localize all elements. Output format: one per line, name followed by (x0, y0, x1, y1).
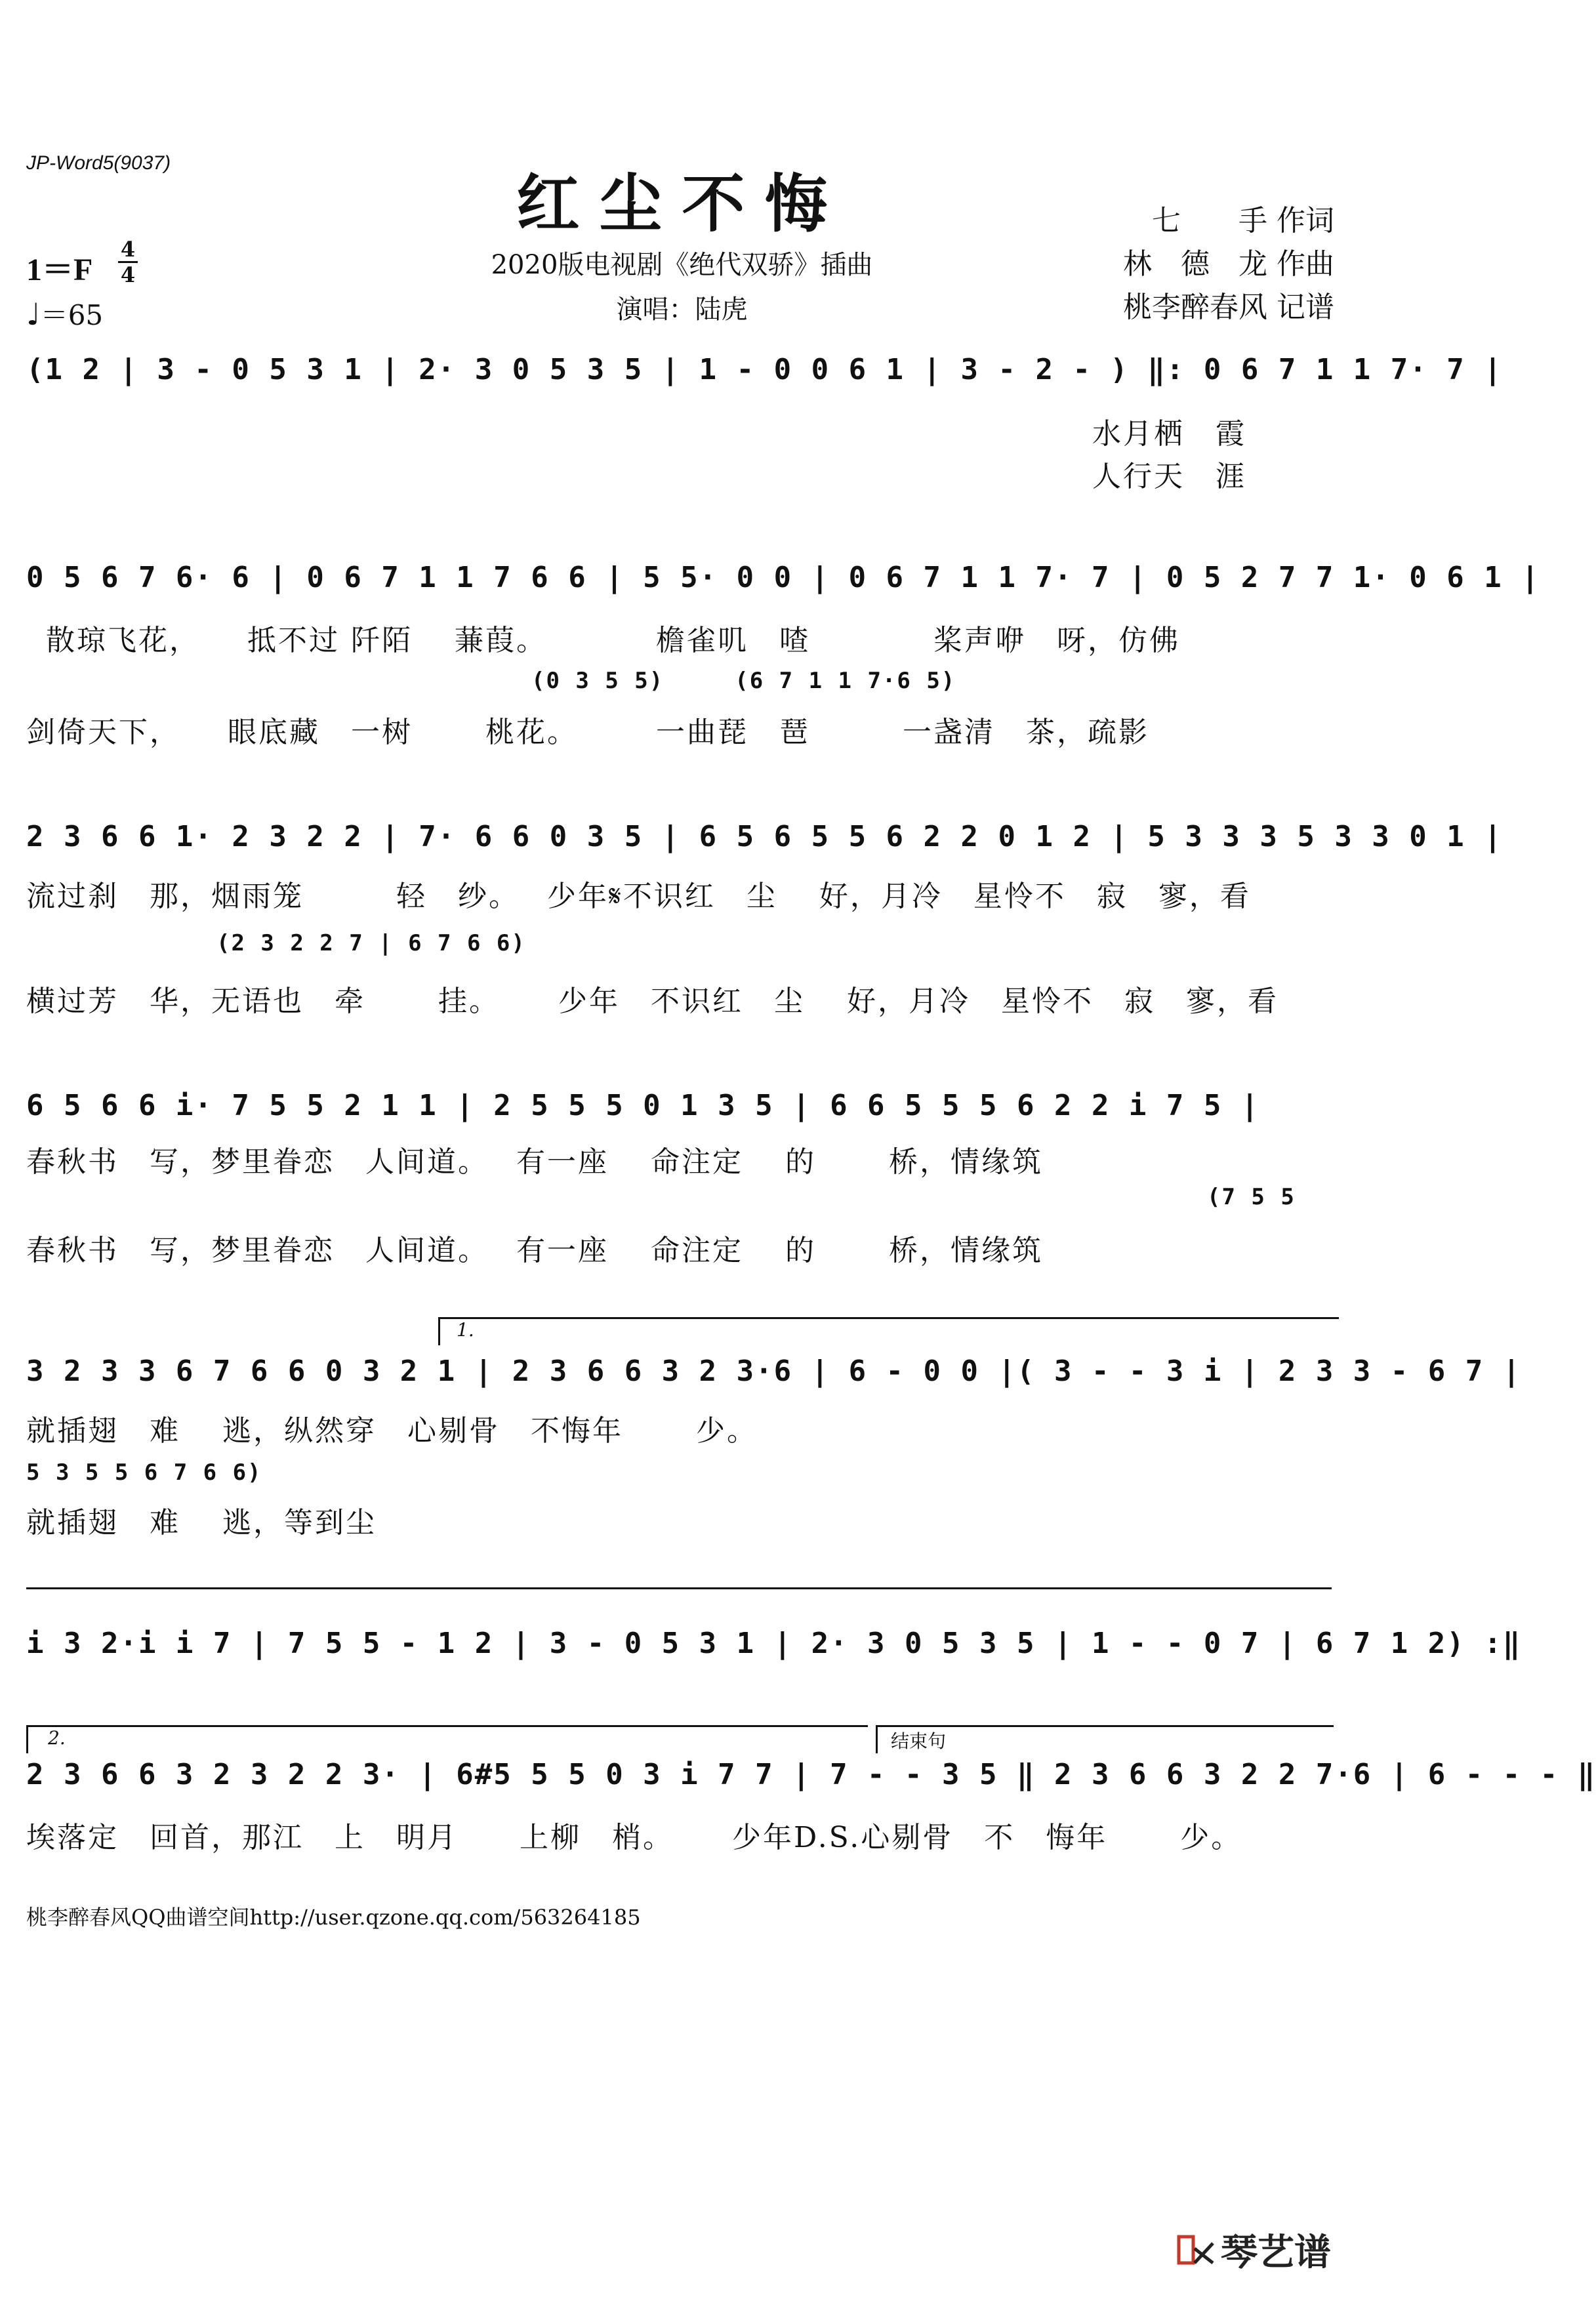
watermark-text: 琴艺谱 (1221, 2231, 1331, 2273)
lyricist-credit: 七 手 作词 (1152, 204, 1334, 237)
alt-notation-line-3: (2 3 2 2 7 | 6 7 6 6) (216, 930, 526, 956)
lyrics-line-5a: 就插翅 难 逃，纵然穿 心剔骨 不悔年 少。 (26, 1414, 758, 1448)
notation-line-5: 3 2 3 3 6 7 6 6 0 3 2 1 | 2 3 6 6 3 2 3·6 | 6 - 0 0 |( 3 - - 3 i | 2 3 3 - 6 7 | (26, 1354, 1522, 1388)
piano-logo-icon (1175, 2229, 1217, 2271)
notation-line-3: 2 3 6 6 1· 2 3 2 2 | 7· 6 6 0 3 5 | 6 5 6 5 5 6 2 2 0 1 2 | 5 3 3 3 5 3 3 0 1 | (26, 820, 1503, 853)
key-signature: 1＝F (26, 253, 93, 287)
time-signature (118, 237, 138, 287)
notation-line-2: 0 5 6 7 6· 6 | 0 6 7 1 1 7 6 6 | 5 5· 0 0 | 0 6 7 1 1 7· 7 | 0 5 2 7 7 1· 0 6 1 | (26, 561, 1540, 594)
quarter-note-icon: ♩ (26, 296, 41, 332)
tempo-value: ＝65 (40, 299, 104, 331)
lyrics-line-5b: 就插翅 难 逃，等到尘 (26, 1506, 377, 1539)
meter-bottom: 4 (118, 261, 138, 287)
lyrics-line-3a: 流过刹 那，烟雨笼 轻 纱。 少年𝄋不识红 尘 好，月冷 星怜不 寂 寥，看 (26, 880, 1251, 913)
alt-notation-line-4: (7 5 5 (1207, 1184, 1296, 1210)
lyrics-line-1a: 水月栖 霞 (1092, 417, 1246, 451)
lyrics-line-2b: 剑倚天下， 眼底藏 一树 桃花。 一曲琵 琶 一盏清 茶，疏影 (26, 716, 1149, 749)
volta-label-2: 2. (48, 1727, 66, 1749)
volta-bracket-1 (438, 1317, 1339, 1345)
volta-label-1: 1. (457, 1319, 474, 1341)
lyrics-line-4a: 春秋书 写，梦里眷恋 人间道。 有一座 命注定 的 桥，情缘筑 (26, 1145, 1043, 1179)
tempo-mark (26, 294, 103, 333)
notation-line-4: 6 5 6 6 i· 7 5 5 2 1 1 | 2 5 5 5 0 1 3 5 | 6 6 5 5 5 6 2 2 i 7 5 | (26, 1089, 1260, 1122)
coda-label: 结束句 (891, 1731, 947, 1751)
alt-notation-line-2: (0 3 5 5) (6 7 1 1 7·6 5) (531, 668, 956, 694)
volta-continuation-line (26, 1587, 1332, 1589)
lyrics-line-2a: 散琼飞花， 抵不过 阡陌 蒹葭。 檐雀叽 喳 桨声咿 呀，仿佛 (46, 624, 1180, 657)
notation-line-7: 2 3 6 6 3 2 3 2 2 3· | 6#5 5 5 0 3 i 7 7 | 7 - - 3 5 ‖ 2 3 6 6 3 2 2 7·6 | 6 - - - ‖ (26, 1758, 1596, 1791)
watermark-logo (1175, 2224, 1331, 2276)
lyrics-line-1b: 人行天 涯 (1092, 460, 1246, 493)
notation-line-6: i 3 2·i i 7 | 7 5 5 - 1 2 | 3 - 0 5 3 1 | 2· 3 0 5 3 5 | 1 - - 0 7 | 6 7 1 2) :‖ (26, 1627, 1522, 1660)
composer-credit: 林 德 龙 作曲 (1123, 247, 1334, 281)
singer-credit: 演唱：陆虎 (616, 295, 748, 325)
transcriber-credit: 桃李醉春风 记谱 (1123, 291, 1334, 324)
lyrics-line-4b: 春秋书 写，梦里眷恋 人间道。 有一座 命注定 的 桥，情缘筑 (26, 1234, 1043, 1267)
lyrics-line-7: 埃落定 回首，那江 上 明月 上柳 梢。 少年D.S.心剔骨 不 悔年 少。 (26, 1821, 1242, 1854)
notation-line-1: (1 2 | 3 - 0 5 3 1 | 2· 3 0 5 3 5 | 1 - 0 0 6 1 | 3 - 2 - ) ‖: 0 6 7 1 1 7· 7 | (26, 353, 1503, 386)
footer-source: 桃李醉春风QQ曲谱空间http://user.qzone.qq.com/563264185 (26, 1905, 641, 1930)
meter-top: 4 (120, 237, 136, 262)
song-title: 红尘不悔 (516, 167, 848, 241)
software-label: JP-Word5(9037) (26, 152, 171, 174)
song-subtitle: 2020版电视剧《绝代双骄》插曲 (491, 250, 873, 280)
alt-notation-line-5: 5 3 5 5 6 7 6 6) (26, 1459, 262, 1486)
volta-bracket-2 (26, 1725, 868, 1753)
lyrics-line-3b: 横过芳 华，无语也 牵 挂。 少年 不识红 尘 好，月冷 星怜不 寂 寥，看 (26, 985, 1279, 1018)
coda-bracket (876, 1725, 1334, 1753)
